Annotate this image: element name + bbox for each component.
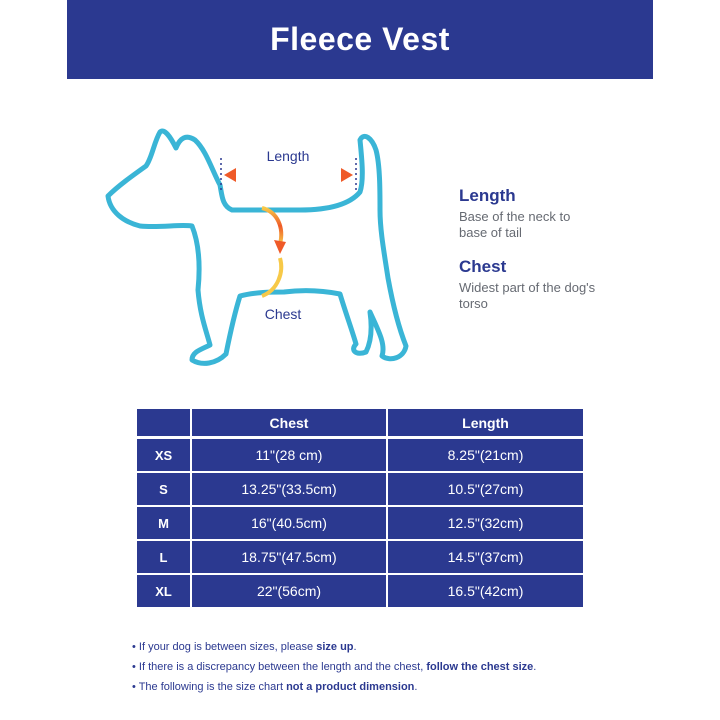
size-cell: XS [136, 438, 191, 473]
note-suffix: . [414, 681, 418, 693]
notes-list [132, 640, 536, 700]
chest-cell: 22"(56cm) [191, 574, 387, 608]
note-text: • If there is a discrepancy between the length and the chest, [132, 661, 427, 673]
note-suffix: . [353, 641, 357, 653]
note-suffix: . [533, 661, 537, 673]
length-cell: 8.25"(21cm) [387, 438, 584, 473]
chest-arrow-head [274, 240, 286, 254]
size-cell: M [136, 506, 191, 540]
note-item [132, 640, 536, 660]
table-row [136, 574, 584, 608]
legend-length [459, 186, 599, 241]
chest-cell: 11"(28 cm) [191, 438, 387, 473]
length-cell: 12.5"(32cm) [387, 506, 584, 540]
chest-cell: 18.75"(47.5cm) [191, 540, 387, 574]
dog-outline [108, 131, 406, 363]
size-cell: L [136, 540, 191, 574]
size-cell: XL [136, 574, 191, 608]
note-text: • If your dog is between sizes, please [132, 641, 317, 653]
table-row [136, 540, 584, 574]
table-header-length: Length [387, 408, 584, 438]
legend-chest [459, 257, 599, 312]
chest-cell: 16"(40.5cm) [191, 506, 387, 540]
dog-measurement-diagram [0, 100, 720, 400]
table-row [136, 438, 584, 473]
table-header-row [136, 408, 584, 438]
length-diagram-label: Length [266, 148, 310, 164]
length-cell: 10.5"(27cm) [387, 472, 584, 506]
note-emphasis: not a product dimension [286, 681, 415, 693]
length-cell: 14.5"(37cm) [387, 540, 584, 574]
chest-cell: 13.25"(33.5cm) [191, 472, 387, 506]
legend-length-title: Length [459, 186, 516, 205]
legend-chest-description: Widest part of the dog's torso [459, 280, 596, 311]
note-item [132, 680, 536, 700]
legend-length-description: Base of the neck to base of tail [459, 209, 571, 240]
table-row [136, 472, 584, 506]
note-item [132, 660, 536, 680]
note-emphasis: size up [316, 641, 354, 653]
chest-diagram-label: Chest [264, 306, 302, 322]
size-cell: S [136, 472, 191, 506]
legend-chest-title: Chest [459, 257, 507, 276]
length-arrow-left-head [224, 168, 236, 182]
length-cell: 16.5"(42cm) [387, 574, 584, 608]
size-chart-table [135, 407, 585, 609]
table-header-chest: Chest [191, 408, 387, 438]
table-header-blank [136, 408, 191, 438]
note-emphasis: follow the chest size [426, 661, 534, 673]
length-arrow-right-head [341, 168, 353, 182]
table-row [136, 506, 584, 540]
chest-arrow [262, 208, 281, 244]
note-text: • The following is the size chart [132, 681, 287, 693]
page-title: Fleece Vest [270, 21, 450, 57]
title-banner [67, 0, 653, 79]
